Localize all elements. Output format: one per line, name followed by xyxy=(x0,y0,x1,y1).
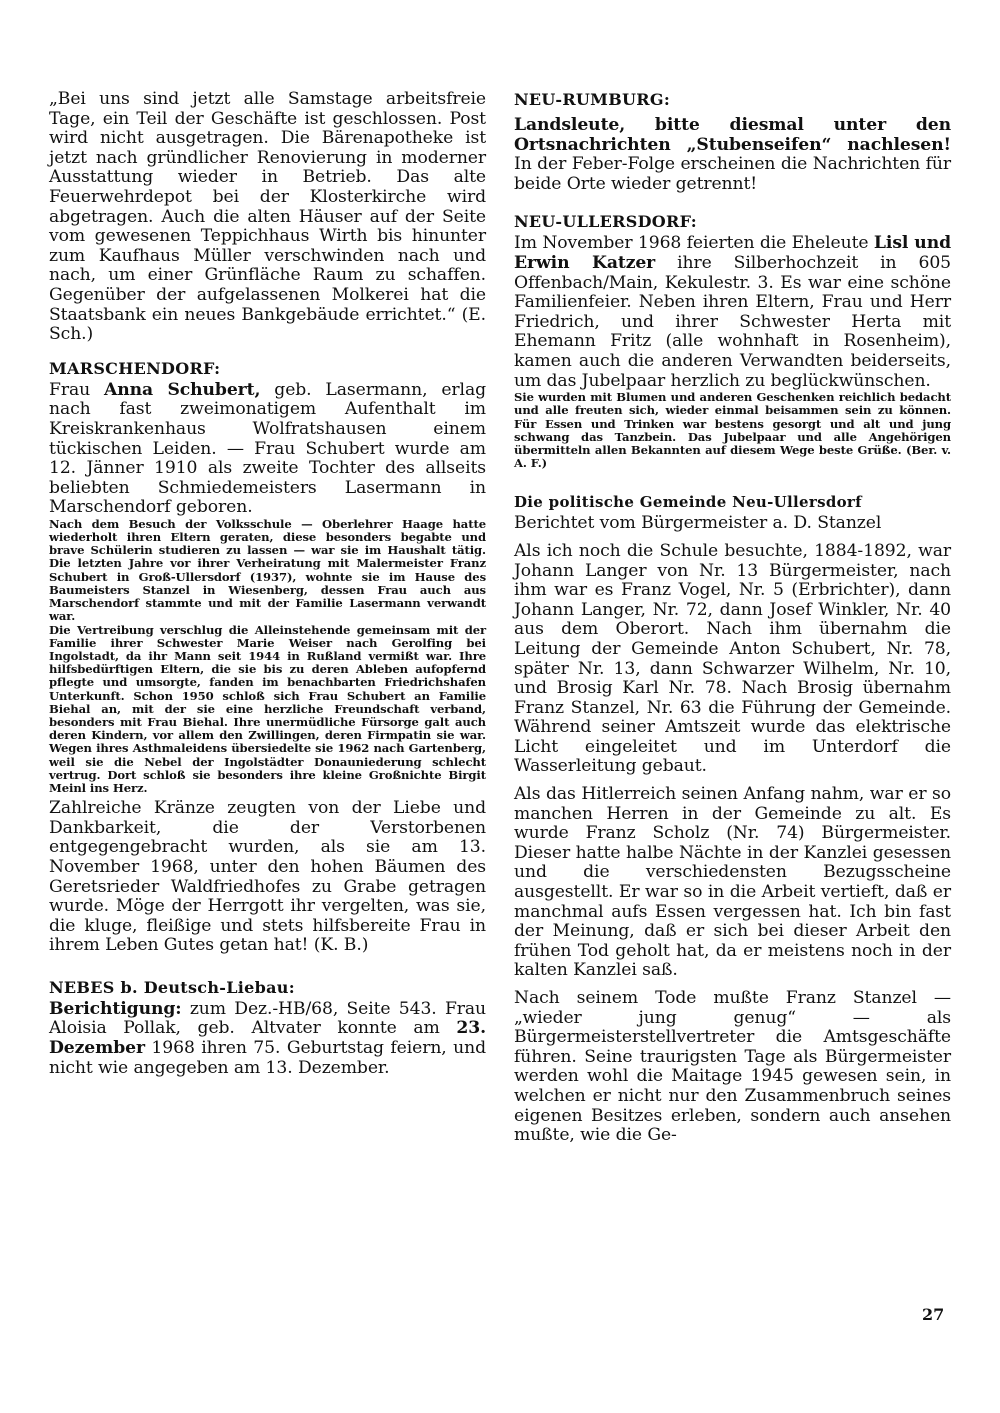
marschendorf-small-2: Die Vertreibung verschlug die Alleinstehende gemeinsam mit der Familie ihrer Schwester Marie Weiser nach Gerolfing bei Ingolstadt, da ihr Mann seit 1944 in Rußland vermißt war. Ihre hilfsbedürftigen Eltern, die sie bis zu deren Ableben aufopfernd pflegte und umsorgte, fanden im benachbarten Friedrichshafen Unterkunft. Schon 1950 schloß sich Frau Schubert an Familie Biehal an, mit der sie eine herzliche Freundschaft verband, besonders mit Frau Biehal. Ihre unermüdliche Fürsorge galt auch deren Kindern, vor allem den Zwillingen, deren Firmpatin sie war. Wegen ihres Asthmaleidens übersiedelte sie 1962 nach Gartenberg, weil sie die Nebel der Ingolstädter Donauniederung schlecht vertrug. Dort schloß sie besonders ihre kleine Großnichte Birgit Meinl ins Herz. xyxy=(49,622,486,795)
byline: Berichtet vom Bürgermeister a. D. Stanzel xyxy=(514,513,882,534)
marschendorf-small-1: Nach dem Besuch der Volksschule — Oberlehrer Haage hatte wiederholt ihren Eltern geraten, diese besonders begabte und brave Schülerin studieren zu lassen — war sie im Haushalt tätig. Die letzten Jahre vor ihrer Verheiratung mit Malermeister Franz Schubert in Groß-Ullersdorf (1937), wohnte sie im Hause des Baumeisters Stanzel in Wiesenberg, dessen Frau auch aus Marschendorf stammte und mit der Familie Lasermann verwandt war. xyxy=(49,516,486,624)
text: geb. Lasermann, erlag nach fast zweimonatigem Aufenthalt im Kreiskrankenhaus Wolfratshausen einem tückischen Leiden. — Frau Schubert wurde am 12. Jänner 1910 als zweite Tochter des allseits beliebten Schmiedemeisters Lasermann in Marschendorf geboren. xyxy=(49,379,486,518)
nebes-paragraph xyxy=(49,1000,486,1078)
gemeinde-paragraph-1: Als ich noch die Schule besuchte, 1884-1892, war Johann Langer von Nr. 13 Bürgermeister, nach ihm war es Franz Vogel, Nr. 5 (Erbrichter), dann Johann Langer, Nr. 72, dann Josef Winkler, Nr. 40 aus dem Oberort. Nach ihm übernahm die Leitung der Gemeinde Anton Schubert, Nr. 78, später Nr. 13, dann Schwarzer Wilhelm, Nr. 10, und Brosig Karl Nr. 78. Nach Brosig übernahm Franz Stanzel, Nr. 63 die Führung der Gemeinde. Während seiner Amtszeit wurde das elektrische Licht eingeleitet und im Unterdorf die Wasserleitung gebaut. xyxy=(514,540,951,777)
date-bold: 23. Dezember xyxy=(49,1018,486,1059)
neu-rumburg-paragraph xyxy=(514,116,951,194)
notice-bold: Landsleute, bitte diesmal unter den Ortsnachrichten „Stubenseifen“ nachlesen! xyxy=(514,115,951,155)
heading-politische-gemeinde: Die politische Gemeinde Neu-Ullersdorf xyxy=(514,493,862,512)
gemeinde-paragraph-2: Als das Hitlerreich seinen Anfang nahm, war er so manchen Herren in der Gemeinde zu alt. Es wurde Franz Scholz (Nr. 74) Bürgermeister. Dieser hatte halbe Nächte in der Kanzlei gesessen und die verschiedensten Bezugsscheine ausgestellt. Er war so in die Arbeit vertieft, daß er manchmal aufs Essen vergessen hat. Ich bin fast der Meinung, daß er sich bei dieser Arbeit den frühen Tod geholt hat, da er meistens noch in der kalten Kanzlei saß. xyxy=(514,784,951,981)
neu-ullersdorf-small: Sie wurden mit Blumen und anderen Geschenken reichlich bedacht und alle freuten sich, wieder einmal beisammen sein zu können. Für Essen und Trinken war bestens gesorgt und alt und jung schwang das Tanzbein. Das Jubelpaar und alle Angehörigen übermitteln allen Bekannten auf diesem Wege beste Grüße. (Ber. v. A. F.) xyxy=(514,390,951,471)
heading-nebes: NEBES b. Deutsch-Liebau: xyxy=(49,977,295,997)
berichtigung-label: Berichtigung: xyxy=(49,998,182,1019)
heading-neu-rumburg: NEU-RUMBURG: xyxy=(514,90,671,109)
gemeinde-paragraph-3: Nach seinem Tode mußte Franz Stanzel — „wieder jung genug“ — als Bürgermeisterstellvertreter die Amtsgeschäfte führen. Seine traurigsten Tage als Bürgermeister werden wohl die Maitage 1945 gewesen sein, in welchen er nicht nur den Zusammenbruch seines eigenen Besitzes erleben, sondern auch ansehen mußte, wie die Ge- xyxy=(514,988,951,1146)
name-anna-schubert: Anna Schubert, xyxy=(103,379,261,400)
text: zum Dez.-HB/68, Seite 543. Frau Aloisia Pollak, geb. Altvater konnte am xyxy=(49,998,486,1039)
text: Im November 1968 feierten die Eheleute xyxy=(514,233,874,254)
heading-marschendorf: MARSCHENDORF: xyxy=(49,358,221,378)
text: In der Feber-Folge erscheinen die Nachrichten für beide Orte wieder getrennt! xyxy=(514,154,951,194)
page-number: 27 xyxy=(922,1305,945,1324)
text: Frau xyxy=(49,379,104,400)
names-bold: Lisl und Erwin Katzer xyxy=(514,233,952,273)
marschendorf-paragraph-2: Zahlreiche Kränze zeugten von der Liebe und Dankbarkeit, die der Verstorbenen entgegengebracht wurden, als sie am 13. November 1968, unter den hohen Bäumen des Geretsrieder Waldfriedhofes zu Grabe getragen wurde. Möge der Herrgott ihr vergelten, was sie, die kluge, fleißige und stets hilfsbereite Frau in ihrem Leben Gutes getan hat! (K. B.) xyxy=(49,798,486,956)
left-column xyxy=(49,90,486,1078)
right-column xyxy=(514,90,951,1146)
intro-quote: „Bei uns sind jetzt alle Samstage arbeitsfreie Tage, ein Teil der Geschäfte ist geschlossen. Post wird nicht ausgetragen. Die Bärenapotheke ist jetzt nach gründlicher Renovierung in moderner Ausstattung wieder in Betrieb. Das alte Feuerwehrdepot bei der Klosterkirche wird abgetragen. Auch die alten Häuser auf der Seite vom gewesenen Teppichhaus Wirth bis hinunter zum Kaufhaus Müller verschwinden nach und nach, um einer Grünfläche Raum zu schaffen. Gegenüber der aufgelassenen Molkerei hat die Staatsbank ein neues Bankgebäude errichtet.“ (E. Sch.) xyxy=(49,89,486,345)
marschendorf-paragraph-1 xyxy=(49,381,486,518)
heading-neu-ullersdorf: NEU-ULLERSDORF: xyxy=(514,212,697,232)
text: ihre Silberhochzeit in 605 Offenbach/Main, Kekulestr. 3. Es war eine schöne Familienfeier. Neben ihren Eltern, Frau und Herr Friedrich, und ihrer Schwester Herta mit Ehemann Fritz (alle wohnhaft in Rosenheim), kamen auch die anderen Verwandten beiderseits, um das Jubelpaar herzlich zu beglückwünschen. xyxy=(514,252,952,391)
neu-ullersdorf-paragraph xyxy=(514,234,951,391)
text: 1968 ihren 75. Geburtstag feiern, und nicht wie angegeben am 13. Dezember. xyxy=(49,1038,486,1078)
